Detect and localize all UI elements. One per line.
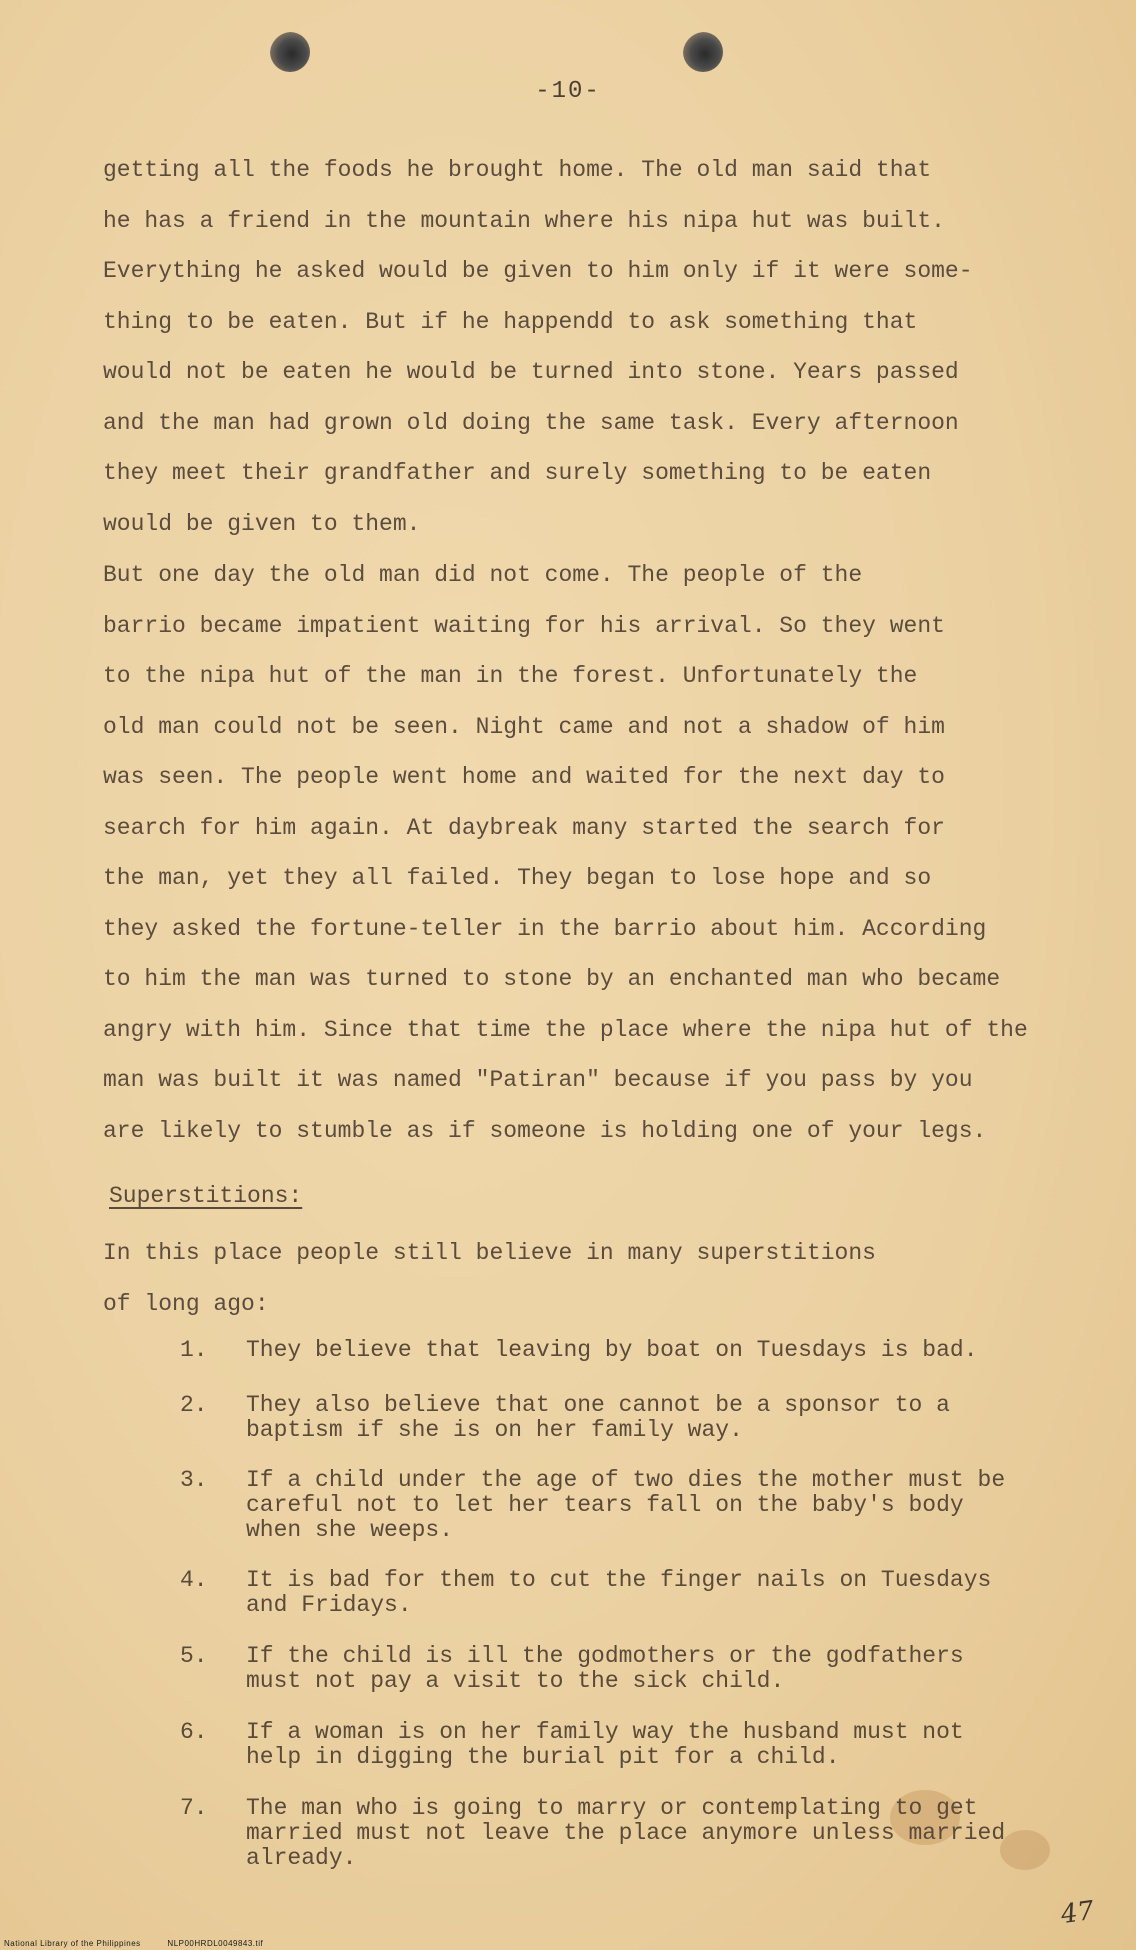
list-item-text: The man who is going to marry or contemplating to get married must not leave the place anymore unless married already. (246, 1795, 1006, 1871)
list-item-number: 3. (180, 1467, 208, 1493)
paragraph: But one day the old man did not come. The people of the barrio became impatient waiting for his arrival. So they went to the nipa hut of the man in the forest. Unfortunately the old man could not be seen. Night came and not a shadow of him was seen. The people went home and waited for the next day to search for him again. At daybreak many started the search for the man, yet they all failed. They began to lose hope and so they asked the fortune-teller in the barrio about him. According to him the man was turned to stone by an enchanted man who became angry with him. Since that time the place where the nipa hut of the man was built it was named "Patiran" because if you pass by you are likely to stumble as if someone is holding one of your legs. (103, 562, 1028, 1144)
list-item-number: 6. (180, 1719, 208, 1745)
paragraph: getting all the foods he brought home. The old man said that he has a friend in the mountain where his nipa hut was built. Everything he asked would be given to him only if it were some- thing to be eaten. But if he happendd to ask something that would not be eaten he would be turned into stone. Years passed and the man had grown old doing the same task. Every afternoon they meet their grandfather and surely something to be eaten would be given to them. (103, 157, 973, 537)
page-number: -10- (535, 78, 601, 105)
list-item-number: 4. (180, 1567, 208, 1593)
list-item-text: If the child is ill the godmothers or the godfathers must not pay a visit to the sick child. (246, 1643, 964, 1694)
list-item-text: They believe that leaving by boat on Tuesdays is bad. (246, 1337, 978, 1363)
list-item-number: 1. (180, 1337, 208, 1363)
paragraph: In this place people still believe in many superstitions of long ago: (103, 1240, 876, 1317)
footer-file-id: NLP00HRDL0049843.tif (167, 1939, 264, 1948)
list-item-text: If a woman is on her family way the husband must not help in digging the burial pit for a child. (246, 1719, 964, 1770)
handwritten-mark: 47 (1058, 1895, 1096, 1931)
list-item-text: If a child under the age of two dies the mother must be careful not to let her tears fall on the baby's body when she weeps. (246, 1467, 1006, 1543)
list-item-text: It is bad for them to cut the finger nails on Tuesdays and Fridays. (246, 1567, 992, 1618)
footer-library: National Library of the Philippines (4, 1939, 141, 1948)
punch-hole-left-icon (270, 32, 310, 72)
punch-hole-right-icon (683, 32, 723, 72)
list-item-number: 2. (180, 1392, 208, 1418)
list-item-number: 7. (180, 1795, 208, 1821)
list-item-text: They also believe that one cannot be a sponsor to a baptism if she is on her family way. (246, 1392, 950, 1443)
section-heading: Superstitions: (109, 1183, 303, 1209)
list-item-number: 5. (180, 1643, 208, 1669)
footer (4, 1939, 287, 1948)
